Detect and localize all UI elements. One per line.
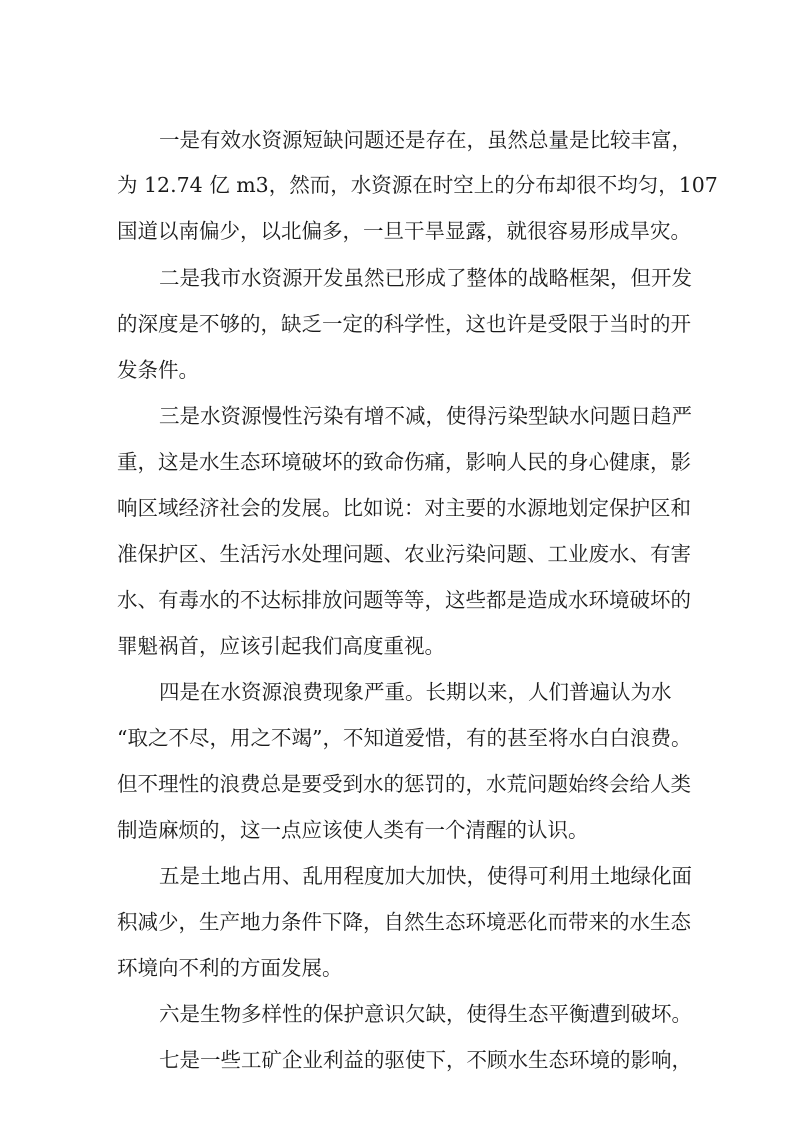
text-line: 五是土地占用、乱用程度加大加快，使得可利用土地绿化面 — [159, 864, 692, 888]
text-line: 四是在水资源浪费现象严重。长期以来，人们普遍认为水 — [159, 680, 672, 704]
text-line: 发条件。 — [117, 358, 199, 382]
text-line: 重，这是水生态环境破坏的致命伤痛，影响人民的身心健康，影 — [117, 450, 691, 474]
text-line: 环境向不利的方面发展。 — [117, 956, 343, 980]
text-line: 为 12.74 亿 m3，然而，水资源在时空上的分布却很不均匀，107 — [117, 173, 718, 197]
text-line: 准保护区、生活污水处理问题、农业污染问题、工业废水、有害 — [117, 542, 691, 566]
text-line: 积减少，生产地力条件下降，自然生态环境恶化而带来的水生态 — [117, 910, 691, 934]
text-line: “取之不尽，用之不竭”，不知道爱惜，有的甚至将水白白浪费。 — [117, 726, 692, 750]
text-line: 三是水资源慢性污染有增不减，使得污染型缺水问题日趋严 — [159, 404, 692, 428]
text-line: 水、有毒水的不达标排放问题等等，这些都是造成水环境破坏的 — [117, 588, 691, 612]
text-line: 制造麻烦的，这一点应该使人类有一个清醒的认识。 — [117, 818, 589, 842]
text-line: 六是生物多样性的保护意识欠缺，使得生态平衡遭到破坏。 — [159, 1002, 692, 1026]
text-line: 国道以南偏少，以北偏多，一旦干旱显露，就很容易形成旱灾。 — [117, 219, 691, 243]
text-line: 一是有效水资源短缺问题还是存在，虽然总量是比较丰富， — [159, 128, 692, 152]
text-line: 但不理性的浪费总是要受到水的惩罚的，水荒问题始终会给人类 — [117, 772, 691, 796]
text-line: 响区域经济社会的发展。比如说：对主要的水源地划定保护区和 — [117, 496, 691, 520]
text-line: 二是我市水资源开发虽然已形成了整体的战略框架，但开发 — [159, 266, 692, 290]
text-line: 的深度是不够的，缺乏一定的科学性，这也许是受限于当时的开 — [117, 312, 691, 336]
text-line: 七是一些工矿企业利益的驱使下，不顾水生态环境的影响， — [159, 1048, 692, 1072]
text-line: 罪魁祸首，应该引起我们高度重视。 — [117, 634, 445, 658]
